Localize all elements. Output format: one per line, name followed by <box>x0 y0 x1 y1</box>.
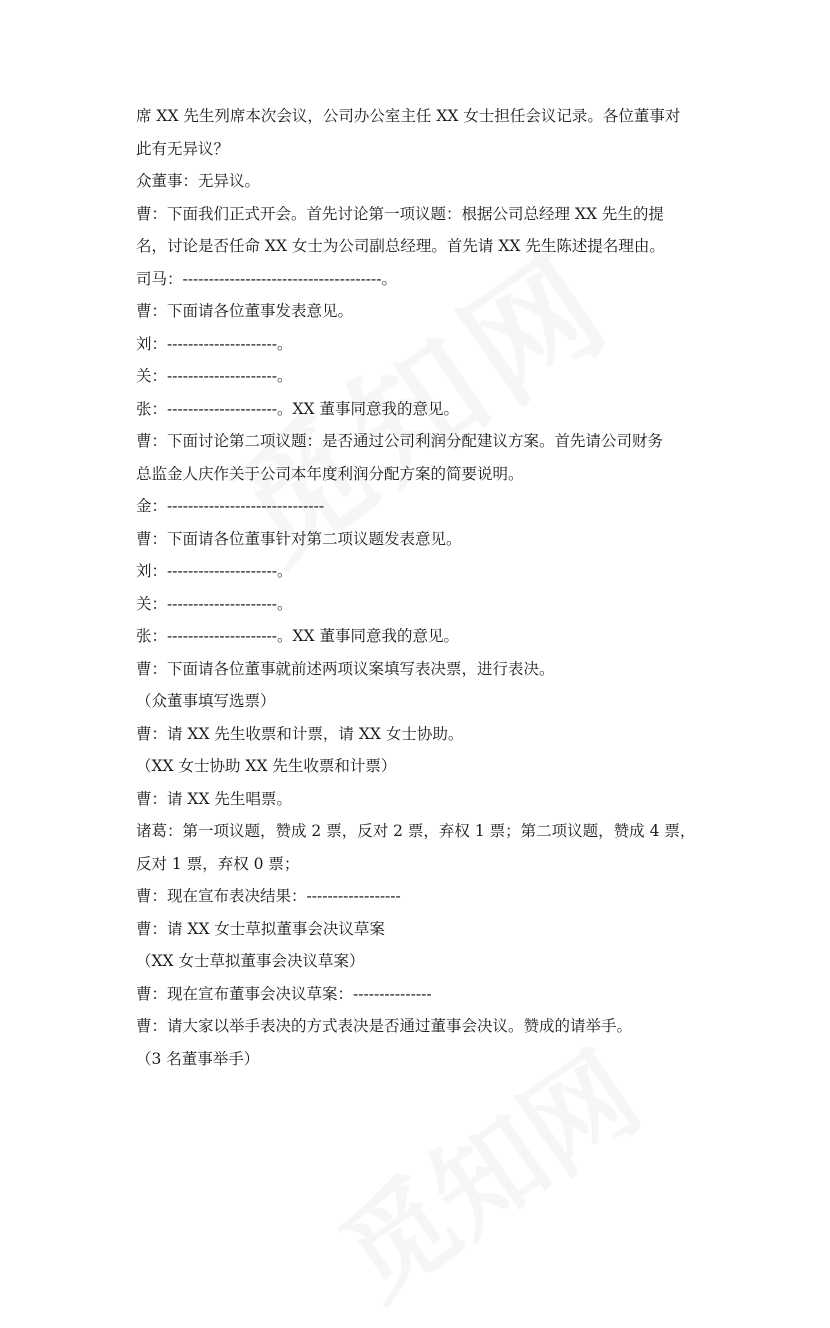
text-line: 金：------------------------------ <box>136 497 325 515</box>
text-line: 司马：--------------------------------------。 <box>136 269 398 288</box>
text-line: 众董事：无异议。 <box>136 172 261 190</box>
text-line: 曹：下面请各位董事发表意见。 <box>136 302 354 320</box>
text-line: （XX 女士草拟董事会决议草案） <box>136 952 365 970</box>
text-line: 曹：请 XX 先生唱票。 <box>136 789 292 808</box>
text-line: 总监金人庆作关于公司本年度利润分配方案的简要说明。 <box>136 464 524 483</box>
text-line: 曹：下面请各位董事就前述两项议案填写表决票，进行表决。 <box>136 659 555 678</box>
text-line: 席 XX 先生列席本次会议，公司办公室主任 XX 女士担任会议记录。各位董事对 <box>136 107 681 125</box>
text-line: 张：---------------------。XX 董事同意我的意见。 <box>136 627 459 645</box>
meeting-minutes-body <box>136 100 712 1075</box>
text-line: 张：---------------------。XX 董事同意我的意见。 <box>136 399 459 418</box>
text-line: （众董事填写选票） <box>136 692 276 710</box>
text-line: 曹：现在宣布表决结果：------------------ <box>136 887 401 905</box>
text-line: 刘：---------------------。 <box>136 334 293 353</box>
text-line: （3 名董事举手） <box>136 1049 260 1068</box>
text-line: 名，讨论是否任命 XX 女士为公司副总经理。首先请 XX 先生陈述提名理由。 <box>136 237 665 255</box>
text-line: （XX 女士协助 XX 先生收票和计票） <box>136 757 397 775</box>
text-line: 刘：---------------------。 <box>136 562 293 580</box>
text-line: 此有无异议？ <box>136 139 230 158</box>
text-line: 关：---------------------。 <box>136 594 293 613</box>
text-line: 关：---------------------。 <box>136 367 293 385</box>
text-line: 诸葛：第一项议题，赞成 2 票，反对 2 票，弃权 1 票；第二项议题，赞成 4 票， <box>136 822 696 840</box>
text-line: 曹：请 XX 女士草拟董事会决议草案 <box>136 919 385 938</box>
text-line: 曹：下面请各位董事针对第二项议题发表意见。 <box>136 529 462 548</box>
text-line: 曹：请 XX 先生收票和计票，请 XX 女士协助。 <box>136 724 464 743</box>
text-line: 反对 1 票，弃权 0 票； <box>136 854 300 873</box>
text-line: 曹：下面我们正式开会。首先讨论第一项议题：根据公司总经理 XX 先生的提 <box>136 204 664 223</box>
text-line: 曹：现在宣布董事会决议草案：--------------- <box>136 984 432 1003</box>
text-line: 曹：请大家以举手表决的方式表决是否通过董事会决议。赞成的请举手。 <box>136 1017 633 1035</box>
text-line: 曹：下面讨论第二项议题：是否通过公司利润分配建议方案。首先请公司财务 <box>136 432 664 450</box>
